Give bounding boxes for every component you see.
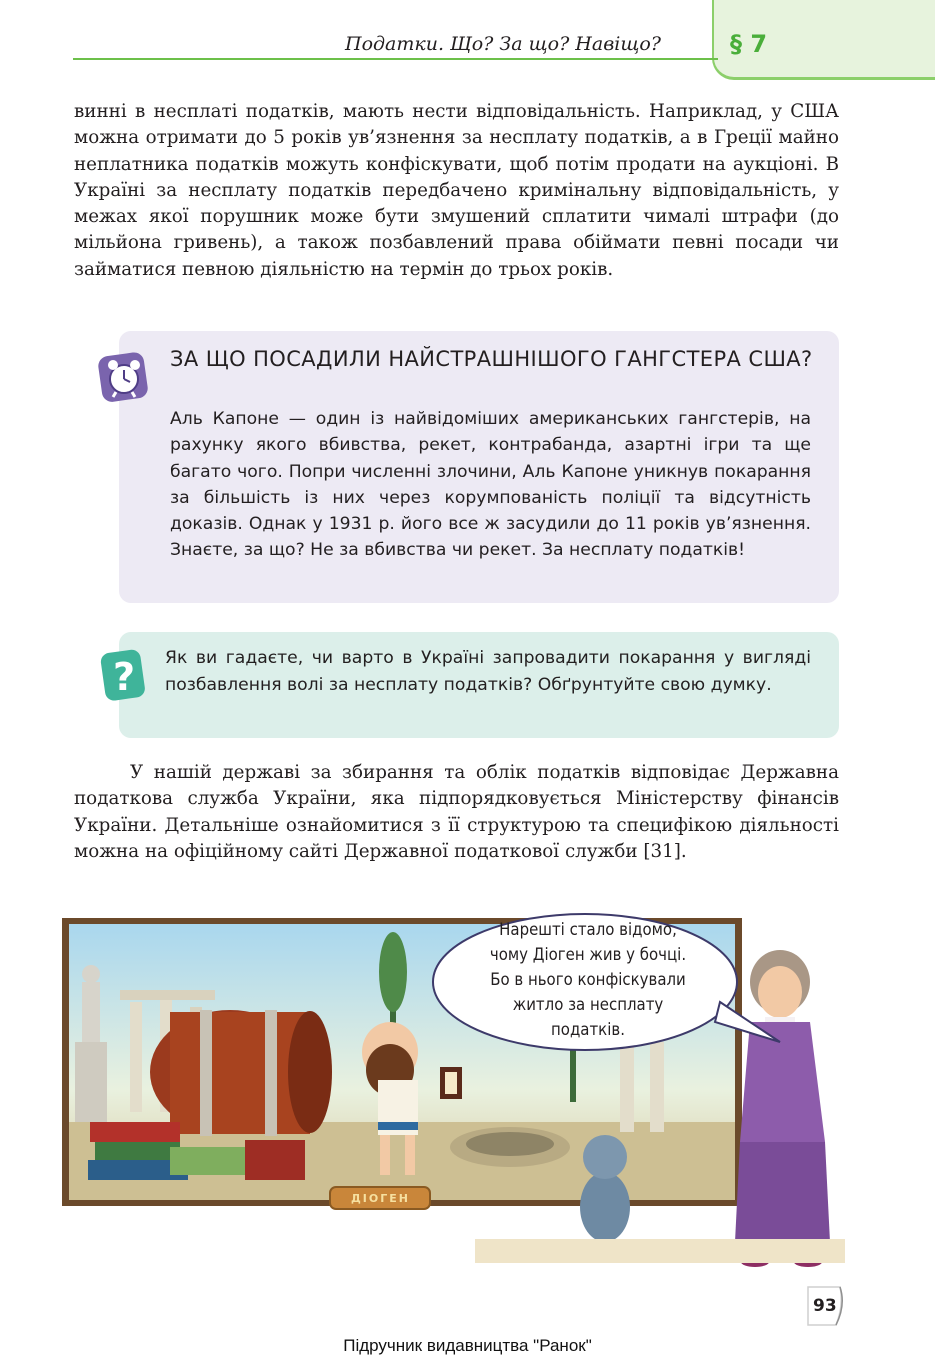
info-box-text: Аль Капоне — один із найвідоміших американських гангстерів, на рахунку якого вбивства, рекет, контрабанда, азартні ігри та ще багато чого. Попри численні злочини, Аль Капоне уникнув покарання за більшість із них через корумпованість поліції та відсутність доказів. Однак у 1931 р. його все ж засудили до 11 років ув’язнення. Знаєте, за що? Не за вбивства чи рекет. За несплату податків! — [170, 409, 811, 561]
alarm-clock-icon — [98, 350, 150, 404]
section-number: § 7 — [730, 30, 768, 58]
main-paragraph: У нашій державі за збирання та облік податків відповідає Державна податкова служба України, яка підпорядковується Міністерству фінансів України. Детальніше ознайомитися з її структурою та специфікою діяльності можна на офіційному сайті Державної податкової служби [31]. — [74, 762, 839, 862]
diogenes-sign: ДІОГЕН — [351, 1192, 410, 1205]
speech-bubble-text: Нарешті стало відомо, чому Діоген жив у бочці. Бо в нього конфіскували житло за несплату податків. — [489, 920, 687, 1040]
chapter-title: Податки. Що? За що? Навіщо? — [345, 33, 661, 55]
intro-paragraph: винні в несплаті податків, мають нести відповідальність. Наприклад, у США можна отримати до 5 років ув’язнення за несплату податків, а в Греції майно неплатника податків можуть конфіскувати, щоб потім продати на аукціоні. В Україні за несплату податків передбачено кримінальну відповідальність, у межах якої порушник може бути змушений сплатити чималі штрафи (до мільйона гривень), а також позбавлений права обіймати певні посади чи займатися певною діяльністю на термін до трьох років. — [74, 101, 839, 280]
page-number: 93 — [813, 1296, 837, 1316]
svg-text:?: ? — [112, 655, 136, 699]
diogenes-illustration — [60, 912, 850, 1268]
publisher-footer: Підручник видавництва "Ранок" — [343, 1336, 592, 1355]
question-text: Як ви гадаєте, чи варто в Україні запровадити покарання у вигляді позбавлення волі за несплату податків? Обґрунтуйте свою думку. — [165, 648, 811, 695]
header-rule — [73, 58, 718, 60]
question-icon — [100, 648, 148, 704]
info-box-title: ЗА ЩО ПОСАДИЛИ НАЙСТРАШНІШОГО ГАНГСТЕРА США? — [170, 347, 813, 371]
